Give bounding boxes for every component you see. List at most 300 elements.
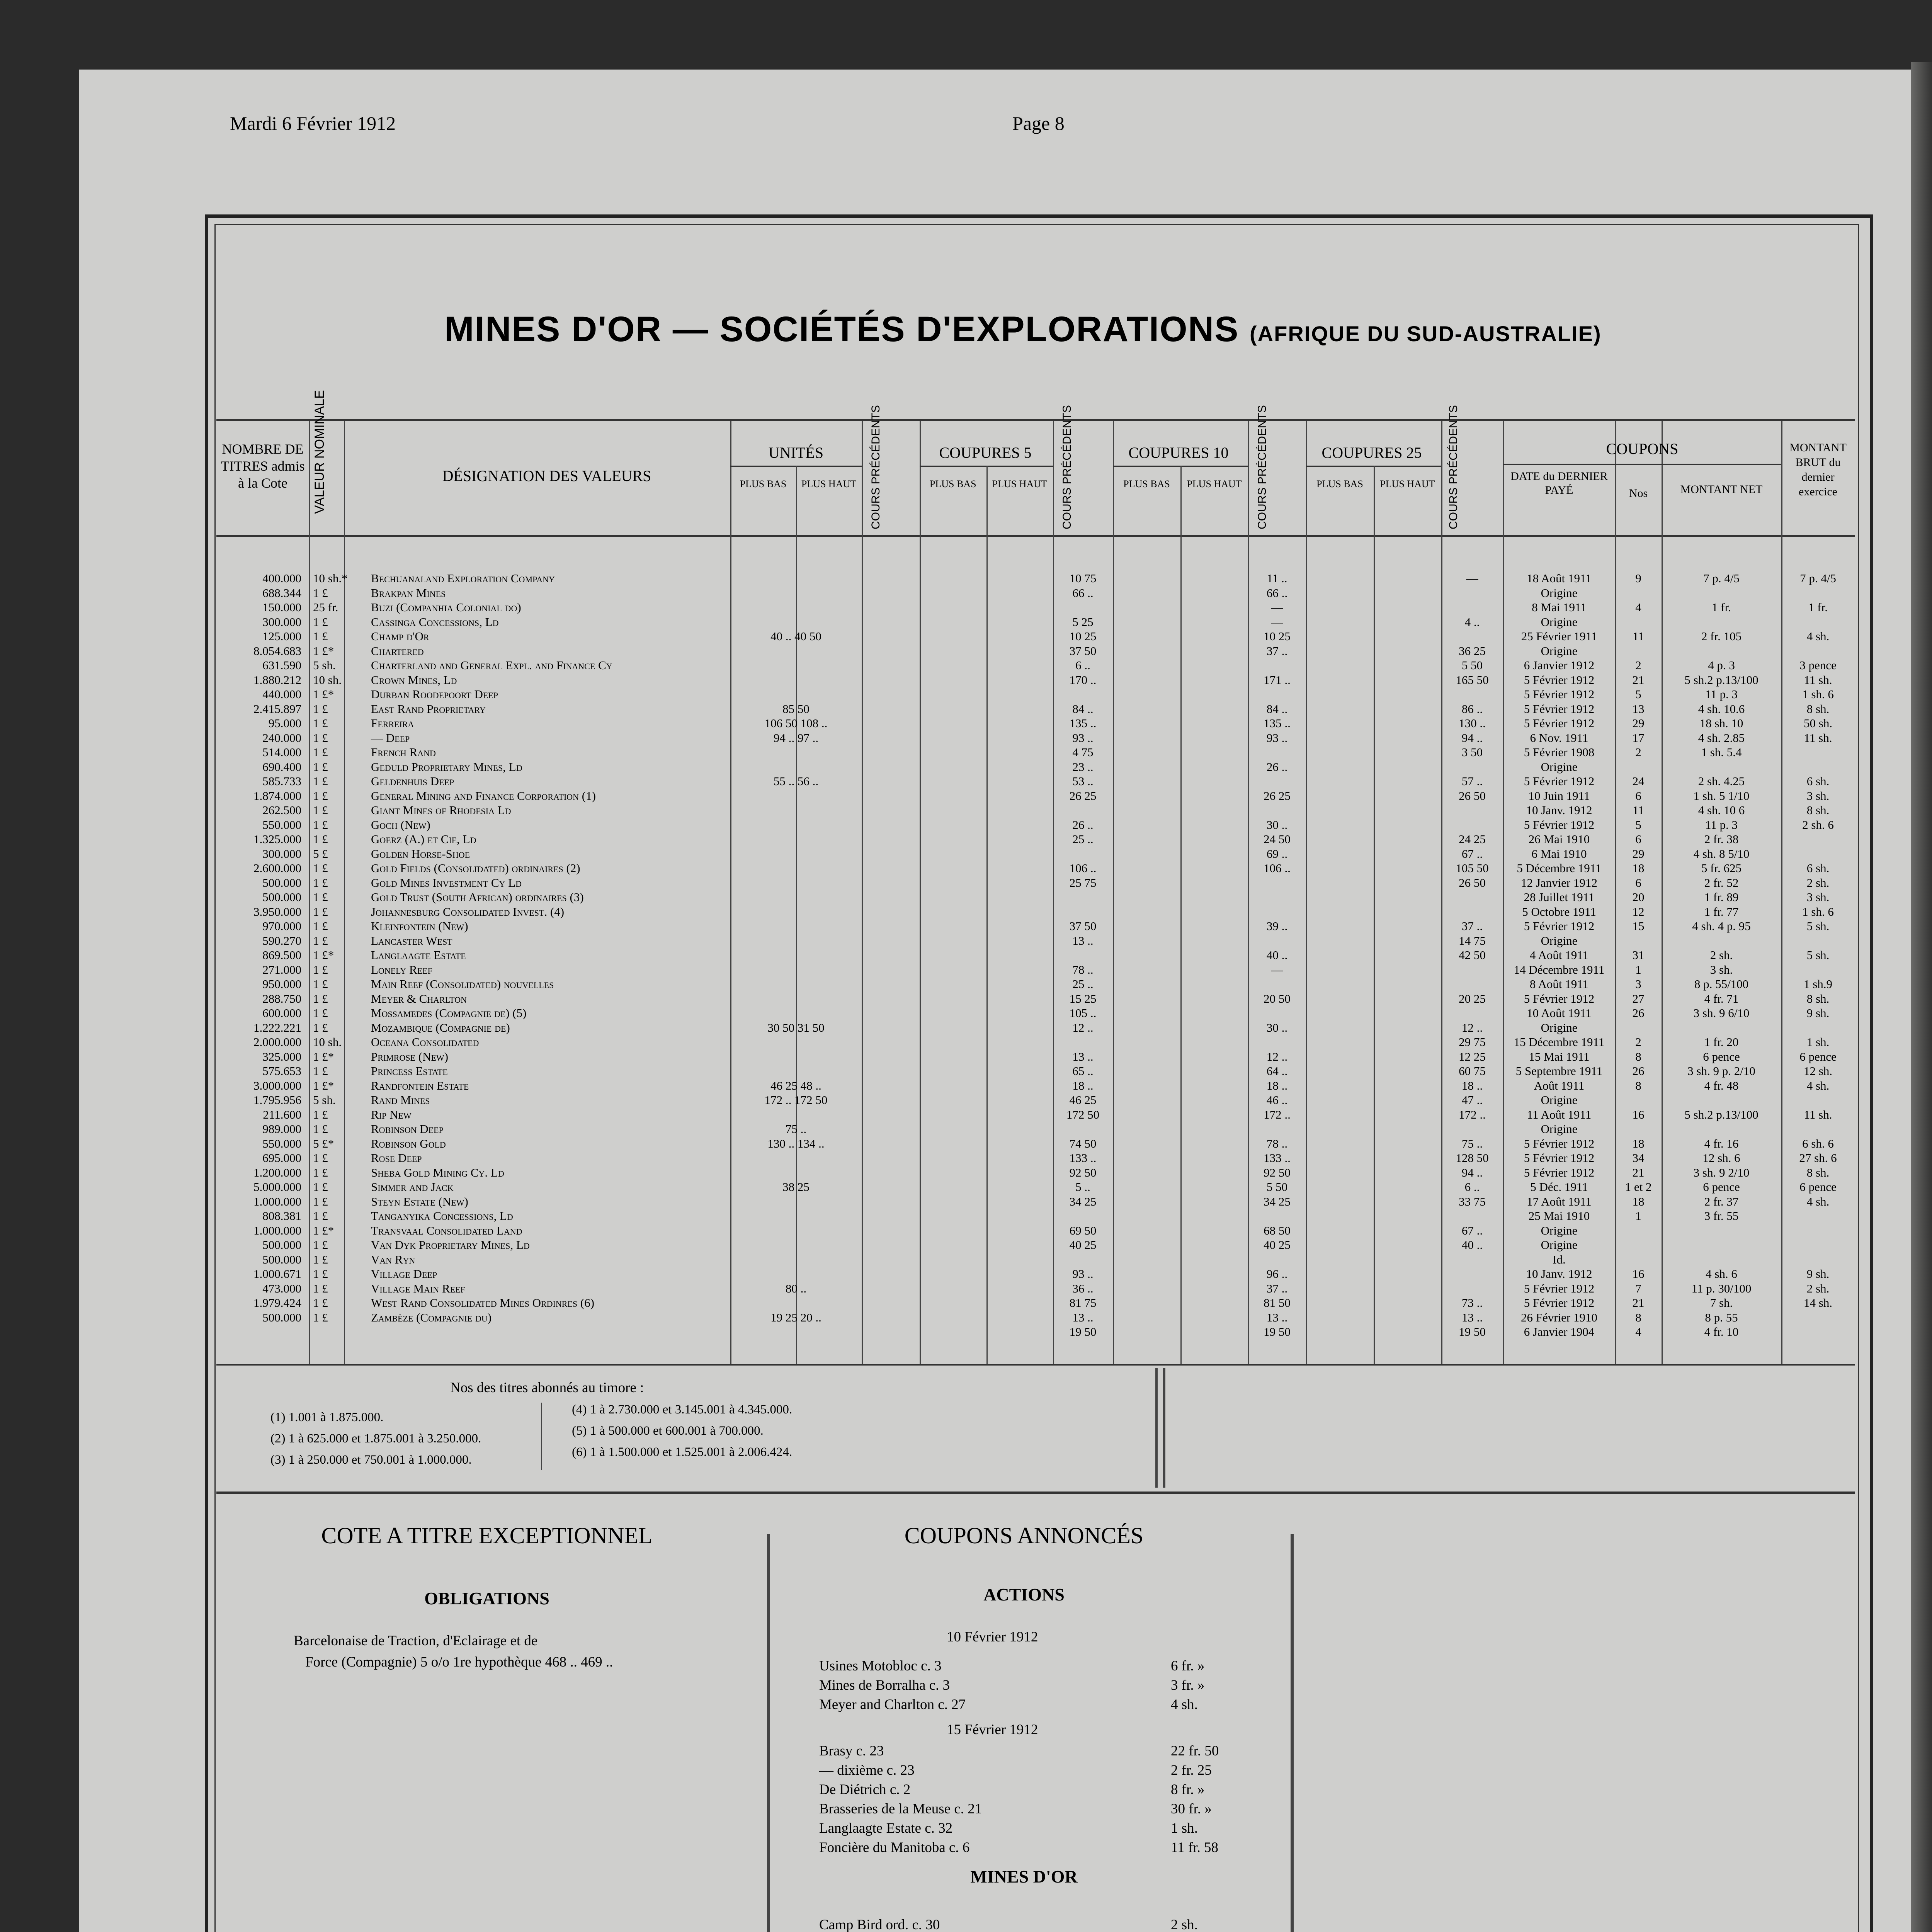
row-valeur: 1 £ [313, 818, 328, 832]
plus-bas-header: PLUS BAS [740, 478, 787, 490]
row-nombre: 500.000 [262, 1252, 301, 1266]
row-designation: Village Deep [371, 1267, 437, 1281]
row-montant-brut: 4 sh. [1806, 1078, 1830, 1092]
row-montant-net: 2 fr. 105 [1701, 629, 1742, 643]
row-numero: 7 [1635, 1281, 1641, 1295]
row-montant-net: 4 fr. 71 [1704, 992, 1739, 1005]
row-valeur: 1 £ [313, 1310, 328, 1324]
row-coupures10: 46 .. [1266, 1093, 1288, 1107]
row-nombre: 500.000 [262, 890, 301, 904]
row-numero: 2 [1635, 1035, 1641, 1049]
row-coupures5: 12 .. [1072, 1020, 1094, 1034]
row-date: 5 Décembre 1911 [1517, 861, 1602, 875]
row-date: Origine [1541, 1093, 1578, 1107]
row-montant-net: 7 sh. [1710, 1296, 1733, 1310]
row-nombre: 288.750 [262, 992, 301, 1005]
row-date: 5 Février 1912 [1524, 1165, 1595, 1179]
row-nombre: 400.000 [262, 571, 301, 585]
coupon-name: Brasseries de la Meuse c. 21 [819, 1801, 982, 1817]
row-date: 17 Août 1911 [1527, 1194, 1592, 1208]
row-montant-net: 2 fr. 37 [1704, 1194, 1739, 1208]
title-main: MINES D'OR — SOCIÉTÉS D'EXPLORATIONS [444, 310, 1239, 349]
row-coupures25: 172 .. [1459, 1107, 1486, 1121]
coupon-name: De Diétrich c. 2 [819, 1782, 911, 1798]
row-nombre: 989.000 [262, 1122, 301, 1136]
row-date: 5 Février 1912 [1524, 1151, 1595, 1165]
row-montant-brut: 2 sh. [1806, 876, 1830, 889]
row-nombre: 1.325.000 [253, 832, 301, 846]
row-coupures25: 40 .. [1461, 1238, 1483, 1252]
row-date: 10 Janv. 1912 [1526, 1267, 1592, 1281]
row-nombre: 500.000 [262, 876, 301, 889]
row-coupures25: 105 50 [1456, 861, 1489, 875]
row-coupures10: 93 .. [1266, 731, 1288, 745]
plus-haut-header: PLUS HAUT [801, 478, 857, 490]
row-nombre: 585.733 [262, 774, 301, 788]
row-coupures25: 36 25 [1459, 644, 1486, 658]
row-coupures5: 92 50 [1069, 1165, 1097, 1179]
abonne-right: (6) 1 à 1.500.000 et 1.525.001 à 2.006.424. [572, 1445, 793, 1459]
row-montant-net: 3 sh. 9 6/10 [1693, 1006, 1750, 1020]
row-montant-net: 11 p. 30/100 [1691, 1281, 1752, 1295]
row-valeur: 1 £* [313, 644, 334, 658]
row-valeur: 1 £ [313, 905, 328, 918]
row-montant-brut: 4 sh. [1806, 629, 1830, 643]
row-date: Origine [1541, 1223, 1578, 1237]
row-designation: Van Dyk Proprietary Mines, Ld [371, 1238, 530, 1252]
col-cours-prec-2: COURS PRÉCÉDENTS [1061, 405, 1073, 529]
book-binding [1911, 62, 1932, 1932]
abonnes-divider-3 [1163, 1368, 1165, 1488]
group-mid-rule [796, 466, 797, 1364]
row-numero: 21 [1632, 1296, 1645, 1310]
row-numero: 18 [1632, 861, 1645, 875]
row-valeur: 1 £ [313, 977, 328, 991]
row-coupures10: 19 50 [1264, 1325, 1291, 1338]
row-unites: 19 25 20 .. [770, 1310, 821, 1324]
row-date: 18 Août 1911 [1527, 571, 1592, 585]
row-designation: Brakpan Mines [371, 586, 446, 600]
row-coupures25: 130 .. [1459, 716, 1486, 730]
row-designation: Princess Estate [371, 1064, 448, 1078]
col-coupures-10: COUPURES 10 [1128, 444, 1229, 461]
row-date: Origine [1541, 615, 1578, 629]
row-numero: 6 [1635, 789, 1641, 803]
row-numero: 6 [1635, 832, 1641, 846]
row-montant-net: 4 fr. 48 [1704, 1078, 1739, 1092]
row-nombre: 600.000 [262, 1006, 301, 1020]
row-nombre: 262.500 [262, 803, 301, 817]
row-montant-net: 5 sh.2 p.13/100 [1684, 1107, 1759, 1121]
row-numero: 8 [1635, 1310, 1641, 1324]
plus-haut-header: PLUS HAUT [992, 478, 1047, 490]
coupon-value: 6 fr. » [1171, 1658, 1205, 1674]
col-coupures-5: COUPURES 5 [939, 444, 1032, 461]
row-coupures10: 12 .. [1266, 1049, 1288, 1063]
row-numero: 15 [1632, 919, 1645, 933]
col-unites: UNITÉS [768, 444, 824, 461]
row-coupures25: 47 .. [1461, 1093, 1483, 1107]
row-unites: 40 .. 40 50 [770, 629, 821, 643]
row-date: 8 Août 1911 [1529, 977, 1589, 991]
row-coupures25: 20 25 [1459, 992, 1486, 1005]
row-coupures25: 14 75 [1459, 934, 1486, 947]
row-date: 5 Février 1908 [1524, 745, 1595, 759]
coupon-value: 11 fr. 58 [1171, 1840, 1218, 1855]
row-designation: Simmer and Jack [371, 1180, 454, 1194]
abonne-right: (5) 1 à 500.000 et 600.001 à 700.000. [572, 1424, 764, 1438]
row-montant-net: 3 fr. 55 [1704, 1209, 1739, 1223]
coupon-name: Langlaagte Estate c. 32 [819, 1820, 953, 1836]
row-coupures25: 6 .. [1464, 1180, 1480, 1194]
row-montant-net: 2 sh. 4.25 [1698, 774, 1745, 788]
row-montant-brut: 5 sh. [1806, 948, 1830, 962]
actions-heading: ACTIONS [983, 1585, 1065, 1604]
row-valeur: 1 £* [313, 687, 334, 701]
row-date: 6 Janvier 1904 [1524, 1325, 1595, 1338]
row-coupures10: 64 .. [1266, 1064, 1288, 1078]
row-coupures5: 37 50 [1069, 644, 1097, 658]
row-coupures25: 5 50 [1461, 658, 1483, 672]
row-unites: 38 25 [782, 1180, 810, 1194]
row-coupures5: 25 .. [1072, 977, 1094, 991]
row-valeur: 1 £ [313, 934, 328, 947]
row-montant-brut: 3 pence [1799, 658, 1837, 672]
row-designation: Crown Mines, Ld [371, 673, 457, 687]
row-coupures5: 23 .. [1072, 760, 1094, 774]
row-coupures5: 5 25 [1072, 615, 1094, 629]
row-montant-net: 7 p. 4/5 [1703, 571, 1740, 585]
row-coupures10: 37 .. [1266, 1281, 1288, 1295]
row-coupures25: — [1466, 571, 1478, 585]
row-numero: 21 [1632, 673, 1645, 687]
row-date: 12 Janvier 1912 [1520, 876, 1598, 889]
row-coupures5: 78 .. [1072, 963, 1094, 976]
row-coupures10: 40 .. [1266, 948, 1288, 962]
row-designation: Geduld Proprietary Mines, Ld [371, 760, 522, 774]
abonne-right: (4) 1 à 2.730.000 et 3.145.001 à 4.345.000. [572, 1403, 793, 1417]
row-designation: Gold Fields (Consolidated) ordinaires (2) [371, 861, 580, 875]
mines-dor-heading: MINES D'OR [970, 1867, 1078, 1886]
row-coupures5: 25 75 [1069, 876, 1097, 889]
row-date: 5 Déc. 1911 [1530, 1180, 1588, 1194]
coupon-name: Camp Bird ord. c. 30 [819, 1917, 940, 1932]
row-montant-brut: 12 sh. [1803, 1064, 1833, 1078]
row-designation: Zambèze (Compagnie du) [371, 1310, 492, 1324]
row-coupures5: 36 .. [1072, 1281, 1094, 1295]
row-designation: Cassinga Concessions, Ld [371, 615, 499, 629]
row-nombre: 1.000.671 [253, 1267, 301, 1281]
table-bottom-rule [216, 1364, 1855, 1366]
row-designation: Chartered [371, 644, 424, 658]
row-valeur: 1 £ [313, 1267, 328, 1281]
row-nombre: 695.000 [262, 1151, 301, 1165]
row-designation: Steyn Estate (New) [371, 1194, 468, 1208]
row-montant-brut: 9 sh. [1806, 1006, 1830, 1020]
row-coupures10: 20 50 [1264, 992, 1291, 1005]
table-col-rule [1248, 421, 1249, 1364]
row-montant-brut: 14 sh. [1803, 1296, 1833, 1310]
row-numero: 34 [1632, 1151, 1645, 1165]
row-montant-brut: 9 sh. [1806, 1267, 1830, 1281]
row-numero: 16 [1632, 1107, 1645, 1121]
row-date: 6 Nov. 1911 [1530, 731, 1588, 745]
row-coupures10: — [1271, 963, 1283, 976]
row-valeur: 1 £ [313, 832, 328, 846]
table-col-rule [1113, 421, 1114, 1364]
row-montant-brut: 5 sh. [1806, 919, 1830, 933]
row-coupures10: 172 .. [1264, 1107, 1291, 1121]
row-montant-brut: 1 sh. 6 [1802, 905, 1834, 918]
row-coupures5: 37 50 [1069, 919, 1097, 933]
col-valeur: VALEUR NOMINALE [312, 390, 327, 514]
row-montant-net: 18 sh. 10 [1699, 716, 1743, 730]
row-coupures5: 6 .. [1075, 658, 1090, 672]
row-montant-brut: 1 fr. [1808, 600, 1828, 614]
row-montant-net: 2 fr. 38 [1704, 832, 1739, 846]
row-coupures25: 165 50 [1456, 673, 1489, 687]
row-coupures5: 74 50 [1069, 1136, 1097, 1150]
row-montant-net: 4 sh. 10.6 [1698, 702, 1745, 716]
coupon-name: — dixième c. 23 [819, 1762, 915, 1778]
row-montant-brut: 11 sh. [1804, 673, 1832, 687]
row-montant-net: 4 p. 3 [1708, 658, 1735, 672]
middle-divider-left [767, 1534, 770, 1932]
row-nombre: 240.000 [262, 731, 301, 745]
title-sub: (AFRIQUE DU SUD-AUSTRALIE) [1250, 321, 1602, 346]
row-unites: 85 50 [782, 702, 810, 716]
row-valeur: 1 £ [313, 876, 328, 889]
row-designation: Lonely Reef [371, 963, 432, 976]
coupon-value: 1 sh. [1171, 1820, 1198, 1836]
row-designation: East Rand Proprietary [371, 702, 486, 716]
row-designation: Giant Mines of Rhodesia Ld [371, 803, 511, 817]
row-date: 5 Février 1912 [1524, 774, 1595, 788]
row-valeur: 1 £* [313, 1223, 334, 1237]
row-designation: Meyer & Charlton [371, 992, 467, 1005]
row-designation: Bechuanaland Exploration Company [371, 571, 555, 585]
row-unites: 55 .. 56 .. [773, 774, 819, 788]
row-date: 6 Mai 1910 [1531, 847, 1587, 861]
row-date: 5 Février 1912 [1524, 919, 1595, 933]
row-nombre: 808.381 [262, 1209, 301, 1223]
row-montant-net: 8 p. 55 [1705, 1310, 1738, 1324]
coupon-name: Meyer and Charlton c. 27 [819, 1697, 966, 1713]
row-montant-brut: 11 sh. [1804, 1107, 1832, 1121]
row-montant-brut: 2 sh. 6 [1802, 818, 1834, 832]
row-nombre: 125.000 [262, 629, 301, 643]
row-designation: Van Ryn [371, 1252, 415, 1266]
row-numero: 1 et 2 [1625, 1180, 1652, 1194]
row-numero: 5 [1635, 687, 1641, 701]
row-montant-net: 4 fr. 10 [1704, 1325, 1739, 1338]
coupon-name: Usines Motobloc c. 3 [819, 1658, 942, 1674]
row-coupures5: 105 .. [1069, 1006, 1097, 1020]
row-montant-brut: 8 sh. [1806, 992, 1830, 1005]
row-valeur: 1 £ [313, 629, 328, 643]
row-date: 5 Février 1912 [1524, 1136, 1595, 1150]
row-montant-net: 6 pence [1703, 1049, 1740, 1063]
row-coupures10: 40 25 [1264, 1238, 1291, 1252]
row-numero: 1 [1635, 963, 1641, 976]
row-numero: 13 [1632, 702, 1645, 716]
row-montant-brut: 8 sh. [1806, 1165, 1830, 1179]
row-designation: French Rand [371, 745, 436, 759]
row-coupures25: 73 .. [1461, 1296, 1483, 1310]
row-designation: Rip New [371, 1107, 412, 1121]
row-coupures25: 94 .. [1461, 1165, 1483, 1179]
row-date: 5 Octobre 1911 [1522, 905, 1596, 918]
row-date: 5 Février 1912 [1524, 716, 1595, 730]
row-coupures10: 5 50 [1266, 1180, 1288, 1194]
group-mid-rule [986, 466, 988, 1364]
row-valeur: 1 £ [313, 963, 328, 976]
row-valeur: 1 £ [313, 992, 328, 1005]
row-coupures10: 68 50 [1264, 1223, 1291, 1237]
row-montant-brut: 8 sh. [1806, 702, 1830, 716]
row-nombre: 325.000 [262, 1049, 301, 1063]
group-mid-rule [1374, 466, 1375, 1364]
row-coupures10: 26 25 [1264, 789, 1291, 803]
row-coupures5: 66 .. [1072, 586, 1094, 600]
row-designation: Charterland and General Expl. and Finance Cy [371, 658, 612, 672]
row-designation: Golden Horse-Shoe [371, 847, 470, 861]
row-date: 8 Mai 1911 [1532, 600, 1587, 614]
row-designation: Ferreira [371, 716, 414, 730]
row-coupures25: 86 .. [1461, 702, 1483, 716]
row-designation: Gold Mines Investment Cy Ld [371, 876, 522, 889]
row-coupures10: 10 25 [1264, 629, 1291, 643]
row-date: 14 Décembre 1911 [1514, 963, 1605, 976]
row-nombre: 300.000 [262, 847, 301, 861]
row-coupures5: 15 25 [1069, 992, 1097, 1005]
row-valeur: 1 £ [313, 1064, 328, 1078]
row-coupures5: 40 25 [1069, 1238, 1097, 1252]
row-nombre: 869.500 [262, 948, 301, 962]
table-col-rule [862, 421, 863, 1364]
row-date: 10 Août 1911 [1527, 1006, 1592, 1020]
row-montant-brut: 2 sh. [1806, 1281, 1830, 1295]
row-nombre: 688.344 [262, 586, 301, 600]
row-designation: Lancaster West [371, 934, 452, 947]
row-numero: 2 [1635, 658, 1641, 672]
row-date: 6 Janvier 1912 [1524, 658, 1595, 672]
row-montant-brut: 11 sh. [1804, 731, 1832, 745]
row-coupures5: 26 .. [1072, 818, 1094, 832]
row-coupures25: 3 50 [1461, 745, 1483, 759]
row-valeur: 1 £ [313, 1281, 328, 1295]
row-designation: Robinson Deep [371, 1122, 444, 1136]
row-coupures10: 133 .. [1264, 1151, 1291, 1165]
row-nombre: 1.000.000 [253, 1194, 301, 1208]
row-montant-net: 4 sh. 4 p. 95 [1692, 919, 1751, 933]
row-numero: 26 [1632, 1064, 1645, 1078]
row-coupures5: 93 .. [1072, 731, 1094, 745]
row-coupures5: 81 75 [1069, 1296, 1097, 1310]
row-nombre: 300.000 [262, 615, 301, 629]
row-numero: 12 [1632, 905, 1645, 918]
row-unites: 46 25 48 .. [770, 1078, 821, 1092]
row-valeur: 1 £ [313, 1296, 328, 1310]
coupon-value: 4 sh. [1171, 1697, 1198, 1713]
row-coupures10: 11 .. [1267, 571, 1287, 585]
row-designation: Primrose (New) [371, 1049, 449, 1063]
row-designation: West Rand Consolidated Mines Ordinres (6) [371, 1296, 595, 1310]
row-coupures25: 29 75 [1459, 1035, 1486, 1049]
table-col-rule [1306, 421, 1307, 1364]
row-coupures10: 96 .. [1266, 1267, 1288, 1281]
row-date: 5 Septembre 1911 [1515, 1064, 1603, 1078]
row-valeur: 10 sh. [313, 673, 342, 687]
row-coupures5: 26 25 [1069, 789, 1097, 803]
row-unites: 75 .. [785, 1122, 807, 1136]
row-coupures25: 12 25 [1459, 1049, 1486, 1063]
row-montant-brut: 3 sh. [1806, 890, 1830, 904]
row-coupures5: 10 25 [1069, 629, 1097, 643]
row-numero: 24 [1632, 774, 1645, 788]
row-montant-net: 1 fr. [1712, 600, 1731, 614]
row-valeur: 1 £ [313, 745, 328, 759]
col-numero: Nos [1629, 487, 1648, 500]
row-coupures5: 46 25 [1069, 1093, 1097, 1107]
row-valeur: 1 £ [313, 1238, 328, 1252]
row-numero: 26 [1632, 1006, 1645, 1020]
row-coupures25: 67 .. [1461, 1223, 1483, 1237]
row-date: 26 Mai 1910 [1528, 832, 1590, 846]
row-montant-net: 8 p. 55/100 [1694, 977, 1749, 991]
row-designation: Geldenhuis Deep [371, 774, 454, 788]
row-montant-brut: 1 sh. [1806, 1035, 1830, 1049]
col-cours-prec-4: COURS PRÉCÉDENTS [1447, 405, 1460, 529]
row-valeur: 1 £ [313, 702, 328, 716]
coupon-name: Brasy c. 23 [819, 1743, 884, 1759]
row-valeur: 1 £ [313, 760, 328, 774]
row-coupures10: 30 .. [1266, 1020, 1288, 1034]
row-nombre: 2.415.897 [253, 702, 301, 716]
row-coupures10: 66 .. [1266, 586, 1288, 600]
row-numero: 16 [1632, 1267, 1645, 1281]
plus-haut-header: PLUS HAUT [1380, 478, 1435, 490]
row-nombre: 575.653 [262, 1064, 301, 1078]
row-numero: 8 [1635, 1078, 1641, 1092]
row-unites: 94 .. 97 .. [773, 731, 819, 745]
row-coupures10: 37 .. [1266, 644, 1288, 658]
row-montant-net: 3 sh. 9 p. 2/10 [1687, 1064, 1755, 1078]
row-numero: 17 [1632, 731, 1645, 745]
row-montant-brut: 6 pence [1799, 1049, 1837, 1063]
row-valeur: 1 £ [313, 803, 328, 817]
page-title [444, 309, 1602, 350]
row-date: Origine [1541, 760, 1578, 774]
coupon-value: 2 sh. [1171, 1917, 1198, 1932]
row-nombre: 550.000 [262, 818, 301, 832]
row-unites: 30 50 31 50 [767, 1020, 825, 1034]
row-valeur: 5 sh. [313, 658, 336, 672]
row-nombre: 500.000 [262, 1310, 301, 1324]
row-valeur: 1 £ [313, 731, 328, 745]
row-valeur: 1 £ [313, 1194, 328, 1208]
col-date: DATE du DERNIER PAYÉ [1510, 470, 1608, 497]
abonnes-title: Nos des titres abonnés au timore : [450, 1380, 644, 1396]
row-designation: Rand Mines [371, 1093, 430, 1107]
table-col-rule [309, 421, 310, 1364]
row-valeur: 1 £ [313, 890, 328, 904]
row-montant-brut: 6 sh. [1806, 774, 1830, 788]
row-montant-brut: 1 sh. 6 [1802, 687, 1834, 701]
row-nombre: 95.000 [268, 716, 301, 730]
row-designation: Village Main Reef [371, 1281, 465, 1295]
row-date: Origine [1541, 934, 1578, 947]
